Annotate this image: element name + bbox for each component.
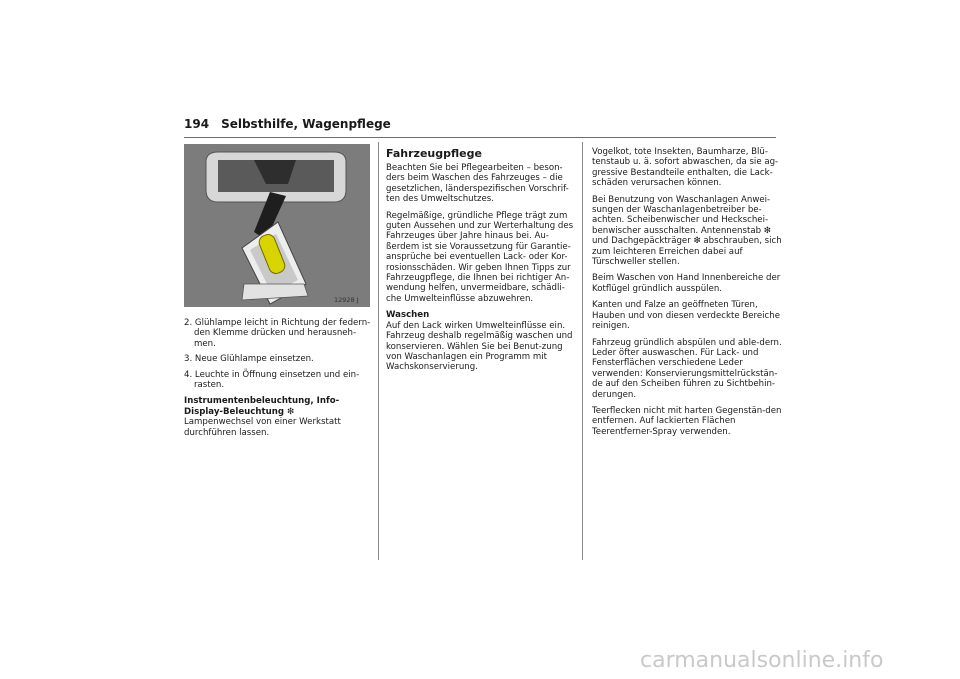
header-rule xyxy=(184,137,776,138)
page-number: 194 xyxy=(184,117,210,131)
figure-label: 12928 J xyxy=(334,296,359,304)
lamp-illustration-svg xyxy=(184,144,370,307)
paragraph: Beim Waschen von Hand Innenbereiche der Kotflügel gründlich ausspülen. xyxy=(592,273,781,294)
column-left xyxy=(184,318,374,444)
paragraph: Vogelkot, tote Insekten, Baumharze, Blü-tenstaub u. ä. sofort abwaschen, da sie ag-gressive Bestandteile enthalten, die Lack-schäden verursachen können. xyxy=(592,147,779,189)
section-title: Selbsthilfe, Wagenpflege xyxy=(221,117,391,131)
paragraph: Auf den Lack wirken Umwelteinflüsse ein. Fahrzeug deshalb regelmäßig waschen und konservieren. Wählen Sie bei Benut-zung von Waschanlagen ein Programm mit Wachskonservierung. xyxy=(386,320,573,373)
watermark: carmanualsonline.info xyxy=(640,648,884,673)
list-item: 4. Leuchte in Öffnung einsetzen und ein-rasten. xyxy=(184,369,360,391)
page-header xyxy=(184,117,391,131)
column-divider-right xyxy=(582,142,583,560)
instrument-lighting-text: Lampenwechsel von einer Werkstatt durchführen lassen. xyxy=(184,417,341,438)
illustration-lamp-replacement xyxy=(184,144,370,307)
paragraph: Fahrzeug gründlich abspülen und able-dern. Leder öfter auswaschen. Für Lack- und Fensterflächen verschiedene Leder verwenden: Konservierungsmittelrückstän-de auf den Scheiben führen zu Sichtbehin-derungen. xyxy=(592,337,782,400)
paragraph: Beachten Sie bei Pflegearbeiten – beson-ders beim Waschen des Fahrzeuges – die gesetzlichen, länderspezifischen Vorschrif-ten des Umweltschutzes. xyxy=(386,163,569,205)
paragraph: Teerflecken nicht mit harten Gegenstän-den entfernen. Auf lackierten Flächen Teerentferner-Spray verwenden. xyxy=(592,405,782,437)
washing-heading: Waschen xyxy=(386,310,430,321)
column-right xyxy=(592,147,782,443)
paragraph: Bei Benutzung von Waschanlagen Anwei-sungen der Waschanlagenbetreiber be-achten. Scheibenwischer und Heckschei-benwischer ausschalten. Antennenstab ❇ und Dachgepäckträger ❇ abschrauben, sich zum leichteren Erreichen dabei auf Türschweller stellen. xyxy=(592,194,782,268)
paragraph: Kanten und Falze an geöffneten Türen, Hauben und von diesen verdeckte Bereiche reinigen. xyxy=(592,300,781,332)
vehicle-care-heading: Fahrzeugpflege xyxy=(386,147,482,160)
column-divider-left xyxy=(378,142,379,560)
list-item: 3. Neue Glühlampe einsetzen. xyxy=(184,354,314,365)
column-middle xyxy=(386,147,576,379)
instrument-lighting-heading: Instrumentenbeleuchtung, Info-Display-Beleuchtung ❇ xyxy=(184,396,340,417)
steps-list xyxy=(184,318,374,390)
paragraph: Regelmäßige, gründliche Pflege trägt zum guten Aussehen und zur Werterhaltung des Fahrzeuges über Jahre hinaus bei. Au-ßerdem ist sie Voraussetzung für Garantie-ansprüche bei eventuellen Lack- oder Kor-rosionsschäden. Wir geben Ihnen Tipps zur Fahrzeugpflege, die Ihnen bei richtiger An-wendung helfen, unvermeidbare, schädli-che Umwelteinflüsse abzuwehren. xyxy=(386,210,574,304)
list-item: 2. Glühlampe leicht in Richtung der federn-den Klemme drücken und herausneh-men. xyxy=(184,318,371,349)
